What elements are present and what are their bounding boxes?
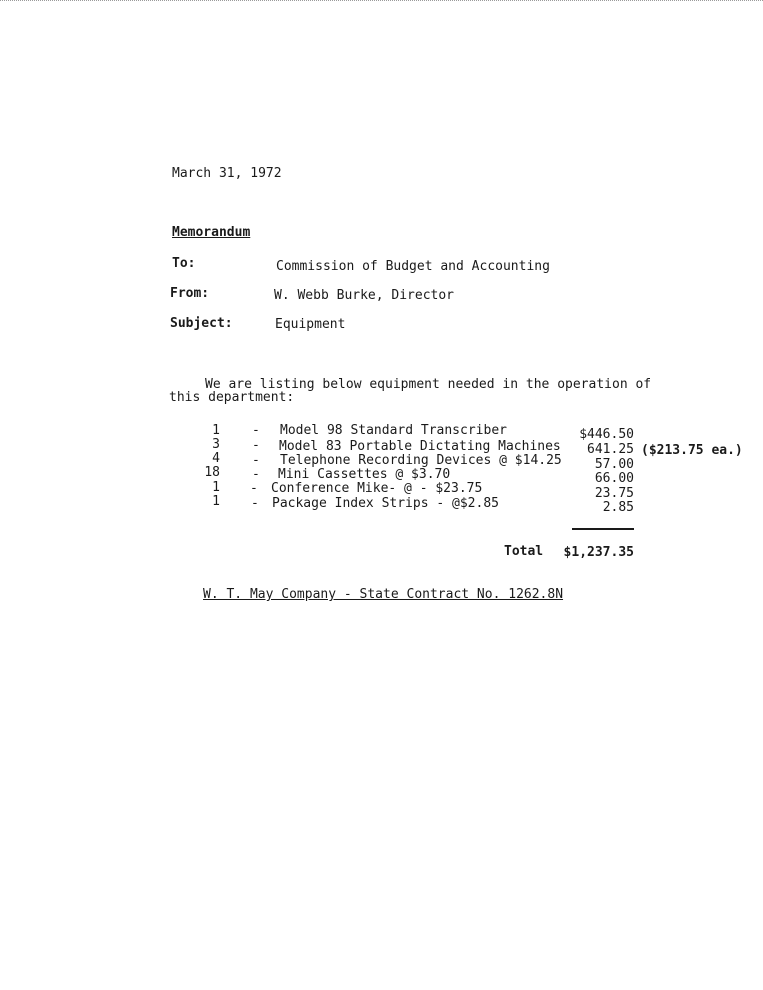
subject-value: Equipment — [275, 317, 346, 332]
item-description: Package Index Strips - @$2.85 — [272, 496, 499, 511]
total-rule — [572, 528, 634, 530]
scan-edge-dots — [0, 0, 763, 4]
item-qty: 4 — [212, 451, 220, 466]
from-value: W. Webb Burke, Director — [274, 288, 455, 303]
memo-date: March 31, 1972 — [172, 166, 282, 181]
to-value: Commission of Budget and Accounting — [276, 259, 550, 274]
item-amount: 641.25 — [587, 442, 634, 457]
item-dash: - — [252, 467, 260, 482]
total-label: Total — [504, 544, 544, 559]
item-note: ($213.75 ea.) — [641, 443, 743, 458]
item-qty: 3 — [212, 437, 220, 452]
item-description: Conference Mike- @ - $23.75 — [271, 481, 483, 496]
total-amount: $1,237.35 — [563, 545, 634, 560]
item-amount: $446.50 — [579, 427, 634, 442]
item-qty: 18 — [204, 465, 220, 480]
item-amount: 2.85 — [602, 500, 634, 515]
item-description: Model 98 Standard Transcriber — [280, 423, 507, 438]
item-dash: - — [252, 423, 260, 438]
item-description: Telephone Recording Devices @ $14.25 — [280, 453, 562, 468]
intro-line-2: this department: — [169, 390, 295, 405]
intro-line-1: We are listing below equipment needed in the operation of — [205, 377, 652, 392]
item-qty: 1 — [212, 494, 220, 509]
item-description: Mini Cassettes @ $3.70 — [278, 467, 451, 482]
vendor-line: W. T. May Company - State Contract No. 1262.8N — [203, 587, 564, 602]
item-amount: 23.75 — [594, 486, 634, 501]
item-qty: 1 — [212, 423, 220, 438]
to-label: To: — [172, 256, 196, 271]
item-dash: - — [252, 438, 260, 453]
item-dash: - — [251, 496, 259, 511]
item-amount: 66.00 — [594, 471, 634, 486]
item-amount: 57.00 — [594, 457, 634, 472]
memo-heading: Memorandum — [172, 225, 251, 240]
item-description: Model 83 Portable Dictating Machines — [279, 439, 561, 454]
item-dash: - — [252, 453, 260, 468]
item-dash: - — [250, 481, 258, 496]
item-qty: 1 — [212, 480, 220, 495]
subject-label: Subject: — [170, 316, 233, 331]
from-label: From: — [170, 286, 210, 301]
